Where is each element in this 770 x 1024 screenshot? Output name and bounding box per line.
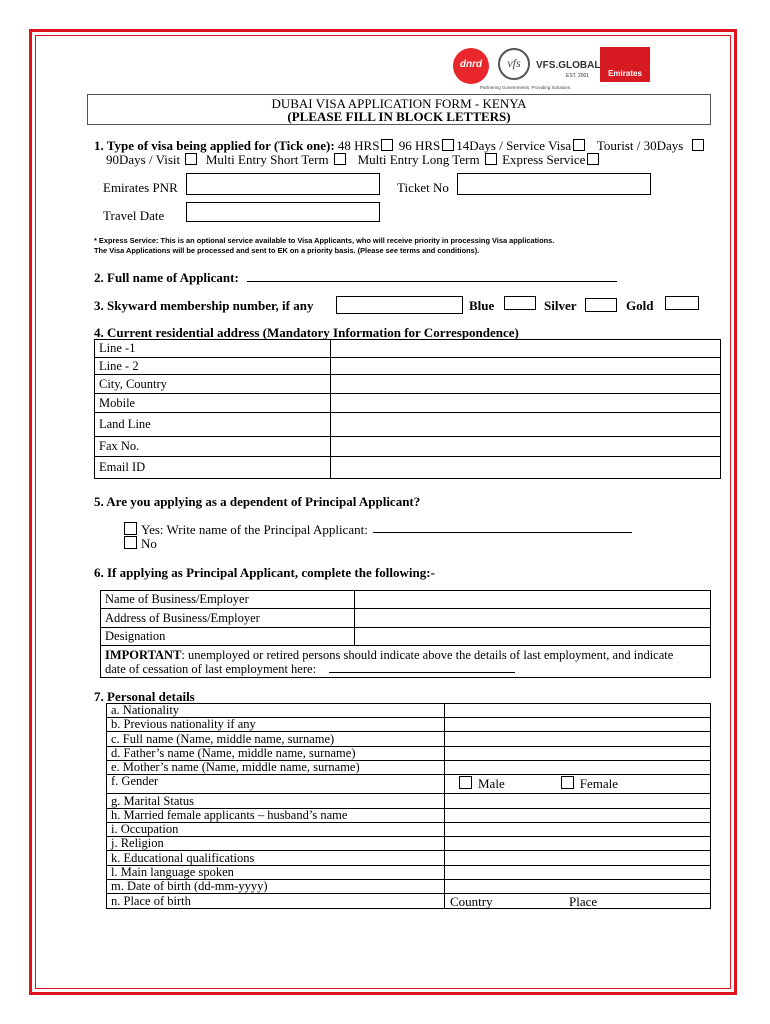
personal-row-label: m. Date of birth (dd-mm-yyyy)	[107, 880, 445, 894]
address-row-label: Line -1	[95, 340, 331, 358]
language-input[interactable]	[445, 866, 711, 880]
personal-row-label: d. Father’s name (Name, middle name, surname)	[107, 747, 445, 761]
mobile-input[interactable]	[331, 394, 721, 413]
checkbox-90days[interactable]	[185, 153, 197, 165]
address-row-label: Fax No.	[95, 437, 331, 457]
opt-48-label: 48 HRS	[337, 138, 380, 153]
checkbox-48hrs[interactable]	[381, 139, 393, 151]
checkbox-tourist-30days[interactable]	[692, 139, 704, 151]
address-line2-input[interactable]	[331, 358, 721, 375]
full-name-label: 2. Full name of Applicant:	[94, 270, 239, 285]
checkbox-multi-entry-long[interactable]	[485, 153, 497, 165]
previous-nationality-input[interactable]	[445, 718, 711, 732]
occupation-input[interactable]	[445, 823, 711, 837]
visa-type-label: 1. Type of visa being applied for (Tick one):	[94, 138, 335, 153]
express-note-line-1: * Express Service: This is an optional service available to Visa Applicants, who will receive priority in processing Visa applications.	[94, 236, 555, 245]
employer-table	[100, 590, 711, 678]
male-label: Male	[478, 776, 505, 791]
express-note-line-2: The Visa Applications will be processed and sent to EK on a priority basis. (Please see terms and conditions).	[94, 246, 480, 255]
principal-section-label: 6. If applying as Principal Applicant, complete the following:-	[94, 565, 435, 580]
personal-row-label: g. Marital Status	[107, 794, 445, 809]
important-label: IMPORTANT	[105, 647, 182, 662]
male-checkbox[interactable]	[459, 776, 472, 789]
dependent-yes-label: Yes: Write name of the Principal Applicant:	[141, 522, 368, 537]
address-row-label: Email ID	[95, 457, 331, 479]
birth-place-cell[interactable]	[557, 894, 711, 909]
full-name-input-line[interactable]	[247, 281, 617, 282]
dependent-no-checkbox[interactable]	[124, 536, 137, 549]
address-row-label: Mobile	[95, 394, 331, 413]
employer-row-label: Address of Business/Employer	[101, 609, 355, 628]
travel-date-label: Travel Date	[103, 208, 165, 223]
personal-details-table	[106, 703, 711, 909]
opt-express-label: Express Service	[502, 152, 586, 167]
nationality-input[interactable]	[445, 704, 711, 718]
skyward-blue-label: Blue	[469, 298, 495, 313]
opt-14-label: 14Days / Service Visa	[456, 138, 572, 153]
skyward-gold-label: Gold	[626, 298, 654, 313]
employer-address-input[interactable]	[355, 609, 711, 628]
principal-name-input-line[interactable]	[373, 532, 632, 533]
personal-row-label: j. Religion	[107, 837, 445, 851]
mother-name-input[interactable]	[445, 761, 711, 775]
land-line-input[interactable]	[331, 413, 721, 437]
ticket-no-label: Ticket No	[397, 180, 449, 195]
address-row-label: Land Line	[95, 413, 331, 437]
female-label: Female	[579, 776, 618, 791]
travel-date-input[interactable]	[186, 202, 380, 222]
important-line-2: date of cessation of last employment here:	[105, 661, 317, 676]
important-text: : unemployed or retired persons should indicate above the details of last employment, and indicate	[181, 647, 674, 662]
visa-type-row-2	[106, 152, 601, 167]
checkbox-96hrs[interactable]	[442, 139, 454, 151]
dependent-no-row	[124, 536, 157, 551]
vfs-logo-text: vfs	[507, 56, 521, 70]
opt-96-label: 96 HRS	[398, 138, 441, 153]
birth-country-cell[interactable]	[445, 894, 558, 909]
personal-row-label: e. Mother’s name (Name, middle name, surname)	[107, 761, 445, 775]
emirates-pnr-input[interactable]	[186, 173, 380, 195]
dependent-no-label: No	[141, 536, 157, 551]
skyward-gold-checkbox[interactable]	[665, 296, 699, 310]
opt-30-label: Tourist / 30Days	[596, 138, 684, 153]
address-row-label: Line - 2	[95, 358, 331, 375]
designation-input[interactable]	[355, 628, 711, 646]
personal-row-label: n. Place of birth	[107, 894, 445, 909]
skyward-silver-checkbox[interactable]	[585, 298, 617, 312]
emirates-pnr-label: Emirates PNR	[103, 180, 178, 195]
visa-type-row-1	[94, 138, 706, 153]
place-label: Place	[569, 893, 598, 909]
husband-name-input[interactable]	[445, 809, 711, 823]
skyward-number-input[interactable]	[336, 296, 463, 314]
vfs-est-text: EST. 2001	[566, 73, 590, 79]
dependent-yes-row	[124, 522, 368, 537]
address-row-label: City, Country	[95, 375, 331, 394]
personal-row-label: k. Educational qualifications	[107, 851, 445, 866]
form-subtitle: (PLEASE FILL IN BLOCK LETTERS)	[287, 109, 511, 124]
personal-row-label: b. Previous nationality if any	[107, 718, 445, 732]
address-table	[94, 339, 721, 479]
personal-row-label: f. Gender	[107, 775, 445, 794]
personal-row-label: c. Full name (Name, middle name, surname)	[107, 732, 445, 747]
form-title: DUBAI VISA APPLICATION FORM - KENYA	[271, 96, 527, 111]
checkbox-express-service[interactable]	[587, 153, 599, 165]
female-checkbox[interactable]	[561, 776, 574, 789]
dnrd-logo-text: dnrd	[459, 59, 483, 70]
opt-mes-label: Multi Entry Short Term	[205, 152, 329, 167]
employer-name-input[interactable]	[355, 591, 711, 609]
employer-row-label: Designation	[101, 628, 355, 646]
full-name-input[interactable]	[445, 732, 711, 747]
emirates-logo-text: Emirates	[608, 69, 642, 78]
opt-mel-label: Multi Entry Long Term	[357, 152, 480, 167]
address-section-label: 4. Current residential address (Mandatory Information for Correspondence)	[94, 325, 519, 340]
vfs-tagline: Partnering Governments. Providing Solutions.	[480, 85, 572, 90]
marital-status-input[interactable]	[445, 794, 711, 809]
personal-row-label: a. Nationality	[107, 704, 445, 718]
religion-input[interactable]	[445, 837, 711, 851]
ticket-no-input[interactable]	[457, 173, 651, 195]
dependent-yes-checkbox[interactable]	[124, 522, 137, 535]
checkbox-14days[interactable]	[573, 139, 585, 151]
skyward-label: 3. Skyward membership number, if any	[94, 298, 314, 313]
employer-row-label: Name of Business/Employer	[101, 591, 355, 609]
email-input[interactable]	[331, 457, 721, 479]
personal-details-label: 7. Personal details	[94, 689, 195, 704]
dob-input[interactable]	[445, 880, 711, 894]
personal-row-label: i. Occupation	[107, 823, 445, 837]
father-name-input[interactable]	[445, 747, 711, 761]
opt-90-label: 90Days / Visit	[106, 152, 181, 167]
education-input[interactable]	[445, 851, 711, 866]
city-country-input[interactable]	[331, 375, 721, 394]
vfs-global-text: VFS.GLOBAL	[536, 60, 601, 71]
personal-row-label: l. Main language spoken	[107, 866, 445, 880]
checkbox-multi-entry-short[interactable]	[334, 153, 346, 165]
address-line1-input[interactable]	[331, 340, 721, 358]
fax-input[interactable]	[331, 437, 721, 457]
dependent-question: 5. Are you applying as a dependent of Principal Applicant?	[94, 494, 421, 509]
gender-cell	[445, 775, 711, 794]
skyward-silver-label: Silver	[544, 298, 577, 313]
cessation-date-input-line[interactable]	[329, 672, 515, 673]
skyward-blue-checkbox[interactable]	[504, 296, 536, 310]
country-label: Country	[450, 893, 493, 909]
personal-row-label: h. Married female applicants – husband’s name	[107, 809, 445, 823]
